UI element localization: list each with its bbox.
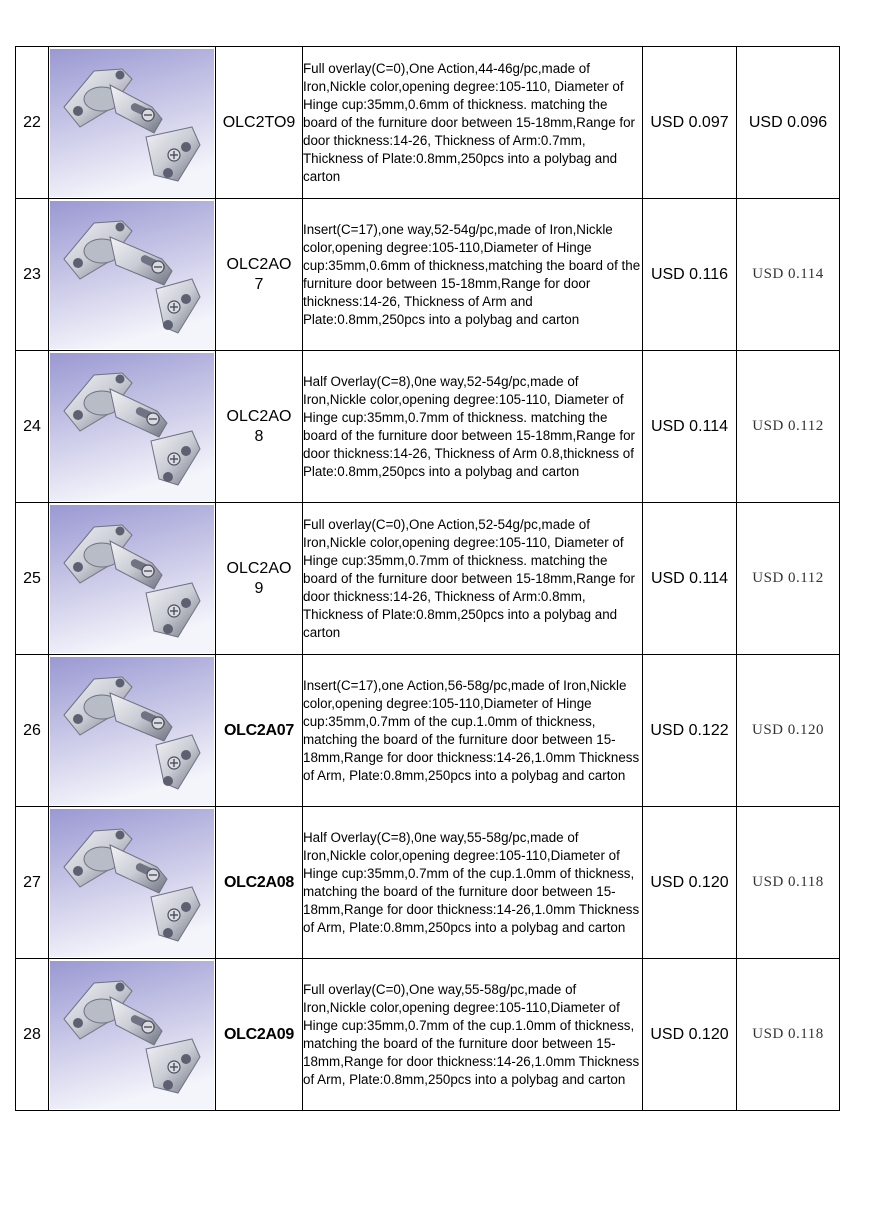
product-photo-cell — [49, 199, 216, 351]
unit-price-1: USD 0.120 — [643, 959, 737, 1111]
product-photo-cell — [49, 807, 216, 959]
hinge-photo — [50, 809, 214, 957]
unit-price-1: USD 0.114 — [643, 503, 737, 655]
product-description: Full overlay(C=0),One Action,52-54g/pc,made of Iron,Nickle color,opening degree:105-110, Diameter of Hinge cup:35mm,0.7mm of thickness. matching the board of the furniture door between 15-18mm,Range for door thickness:14-26, Thickness of Arm:0.8mm, Thickness of Plate:0.8mm,250pcs into a polybag and carton — [303, 503, 643, 655]
table-row — [16, 503, 840, 655]
product-code: OLC2A08 — [216, 807, 303, 959]
table-body — [16, 47, 840, 1111]
item-number: 28 — [16, 959, 49, 1111]
product-description: Half Overlay(C=8),0ne way,52-54g/pc,made of Iron,Nickle color,opening degree:105-110, Diameter of Hinge cup:35mm,0.7mm of thickness. matching the board of the furniture door between 15-18mm,Range for door thickness:14-26, Thickness of Arm 0.8,thickness of Plate:0.8mm,250pcs into a polybag and carton — [303, 351, 643, 503]
unit-price-1: USD 0.114 — [643, 351, 737, 503]
table-row — [16, 807, 840, 959]
item-number: 22 — [16, 47, 49, 199]
product-photo-cell — [49, 351, 216, 503]
product-description: Insert(C=17),one way,52-54g/pc,made of Iron,Nickle color,opening degree:105-110,Diameter of Hinge cup:35mm,0.6mm of thickness,matching the board of the furniture door between 15-18mm,Range for door thickness:14-26, Thickness of Arm and Plate:0.8mm,250pcs into a polybag and carton — [303, 199, 643, 351]
item-number: 24 — [16, 351, 49, 503]
product-catalog-table — [15, 46, 840, 1111]
unit-price-1: USD 0.122 — [643, 655, 737, 807]
product-photo-cell — [49, 959, 216, 1111]
product-photo-cell — [49, 655, 216, 807]
item-number: 27 — [16, 807, 49, 959]
hinge-photo — [50, 505, 214, 653]
unit-price-2: USD 0.112 — [737, 503, 840, 655]
hinge-photo — [50, 353, 214, 501]
product-code: OLC2A09 — [216, 959, 303, 1111]
table-row — [16, 959, 840, 1111]
product-code: OLC2A07 — [216, 655, 303, 807]
item-number: 25 — [16, 503, 49, 655]
table-row — [16, 47, 840, 199]
product-code: OLC2TO9 — [216, 47, 303, 199]
unit-price-2: USD 0.118 — [737, 959, 840, 1111]
product-code: OLC2AO 8 — [216, 351, 303, 503]
product-description: Half Overlay(C=8),0ne way,55-58g/pc,made of Iron,Nickle color,opening degree:105-110,Diameter of Hinge cup:35mm,0.7mm of the cup.1.0mm of thickness, matching the board of the furniture door between 15-18mm,Range for door thickness:14-26,1.0mm Thickness of Arm, Plate:0.8mm,250pcs into a polybag and carton — [303, 807, 643, 959]
unit-price-1: USD 0.097 — [643, 47, 737, 199]
product-photo-cell — [49, 503, 216, 655]
table-row — [16, 351, 840, 503]
unit-price-2: USD 0.096 — [737, 47, 840, 199]
unit-price-2: USD 0.120 — [737, 655, 840, 807]
item-number: 26 — [16, 655, 49, 807]
table-row — [16, 655, 840, 807]
unit-price-2: USD 0.114 — [737, 199, 840, 351]
product-description: Insert(C=17),one Action,56-58g/pc,made of Iron,Nickle color,opening degree:105-110,Diameter of Hinge cup:35mm,0.7mm of the cup.1.0mm of thickness, matching the board of the furniture door between 15-18mm,Range for door thickness:14-26,1.0mm Thickness of Arm, Plate:0.8mm,250pcs into a polybag and carton — [303, 655, 643, 807]
hinge-photo — [50, 961, 214, 1109]
product-description: Full overlay(C=0),One Action,44-46g/pc,made of Iron,Nickle color,opening degree:105-110, Diameter of Hinge cup:35mm,0.6mm of thickness. matching the board of the furniture door between 15-18mm,Range for door thickness:14-26, Thickness of Arm:0.7mm, Thickness of Plate:0.8mm,250pcs into a polybag and carton — [303, 47, 643, 199]
product-code: OLC2AO 7 — [216, 199, 303, 351]
item-number: 23 — [16, 199, 49, 351]
product-description: Full overlay(C=0),One way,55-58g/pc,made of Iron,Nickle color,opening degree:105-110,Diameter of Hinge cup:35mm,0.7mm of the cup.1.0mm of thickness, matching the board of the furniture door between 15-18mm,Range for door thickness:14-26,1.0mm Thickness of Arm, Plate:0.8mm,250pcs into a polybag and carton — [303, 959, 643, 1111]
unit-price-2: USD 0.112 — [737, 351, 840, 503]
hinge-photo — [50, 201, 214, 349]
product-photo-cell — [49, 47, 216, 199]
unit-price-2: USD 0.118 — [737, 807, 840, 959]
unit-price-1: USD 0.116 — [643, 199, 737, 351]
hinge-photo — [50, 49, 214, 197]
table-row — [16, 199, 840, 351]
hinge-photo — [50, 657, 214, 805]
product-code: OLC2AO 9 — [216, 503, 303, 655]
unit-price-1: USD 0.120 — [643, 807, 737, 959]
